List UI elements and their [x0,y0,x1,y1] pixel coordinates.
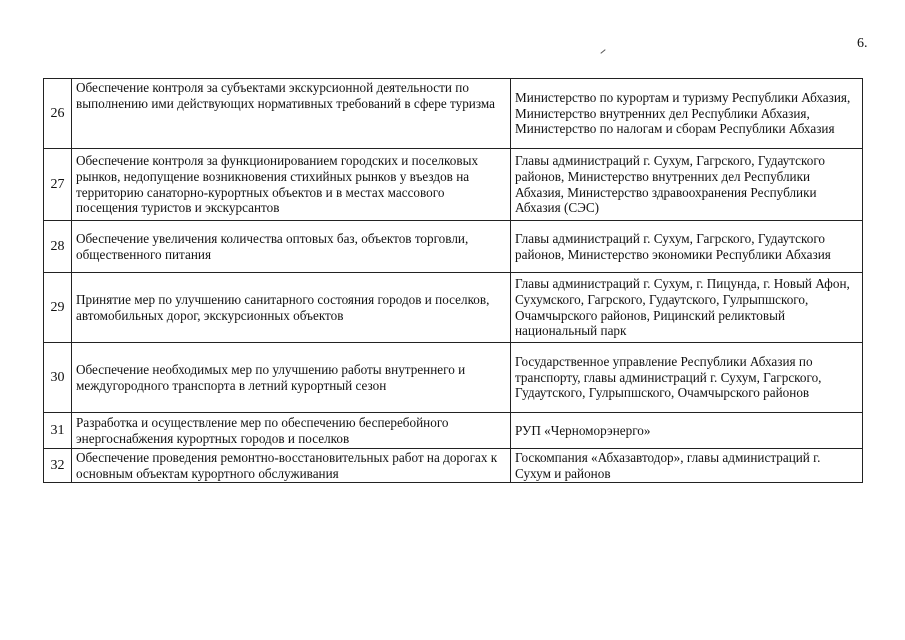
task-cell: Обеспечение необходимых мер по улучшению работы внутреннего и междугородного транспорта в летний курортный сезон [72,343,511,413]
row-number: 29 [44,273,72,343]
task-cell: Принятие мер по улучшению санитарного состояния городов и поселков, автомобильных дорог, экскурсионных объектов [72,273,511,343]
stray-pen-mark [600,49,605,54]
responsible-cell: Государственное управление Республики Абхазия по транспорту, главы администраций г. Сухум, Гагрского, Гудаутского, Гулрыпшского, Очамчырского районов [511,343,863,413]
row-number: 28 [44,221,72,273]
responsible-cell: Министерство по курортам и туризму Республики Абхазия, Министерство внутренних дел Республики Абхазия, Министерство по налогам и сборам Республики Абхазия [511,79,863,149]
responsible-cell: Главы администраций г. Сухум, Гагрского, Гудаутского районов, Министерство экономики Республики Абхазия [511,221,863,273]
row-number: 31 [44,413,72,449]
table-row [44,449,863,483]
row-number: 32 [44,449,72,483]
task-cell: Обеспечение контроля за функционированием городских и поселковых рынков, недопущение возникновения стихийных рынков у въездов на территорию санаторно-курортных объектов и в местах массового посещения туристов и экскурсантов [72,149,511,221]
table-row [44,413,863,449]
table-row [44,273,863,343]
task-cell: Обеспечение увеличения количества оптовых баз, объектов торговли, общественного питания [72,221,511,273]
responsible-cell: Главы администраций г. Сухум, г. Пицунда, г. Новый Афон, Сухумского, Гагрского, Гудаутского, Гулрыпшского, Очамчырского районов, Рицинский реликтовый национальный парк [511,273,863,343]
page-number: 6. [857,36,868,51]
row-number: 30 [44,343,72,413]
task-cell: Разработка и осуществление мер по обеспечению бесперебойного энергоснабжения курортных городов и поселков [72,413,511,449]
responsible-cell: Госкомпания «Абхазавтодор», главы администраций г. Сухум и районов [511,449,863,483]
row-number: 27 [44,149,72,221]
task-cell: Обеспечение проведения ремонтно-восстановительных работ на дорогах к основным объектам курортного обслуживания [72,449,511,483]
table-row [44,79,863,149]
responsible-cell: Главы администраций г. Сухум, Гагрского, Гудаутского районов, Министерство внутренних дел Республики Абхазия, Министерство здравоохранения Республики Абхазия (СЭС) [511,149,863,221]
measures-table [43,78,863,483]
task-cell: Обеспечение контроля за субъектами экскурсионной деятельности по выполнению ими действующих нормативных требований в сфере туризма [72,79,511,149]
table-row [44,343,863,413]
responsible-cell: РУП «Черноморэнерго» [511,413,863,449]
row-number: 26 [44,79,72,149]
table-row [44,221,863,273]
table-row [44,149,863,221]
